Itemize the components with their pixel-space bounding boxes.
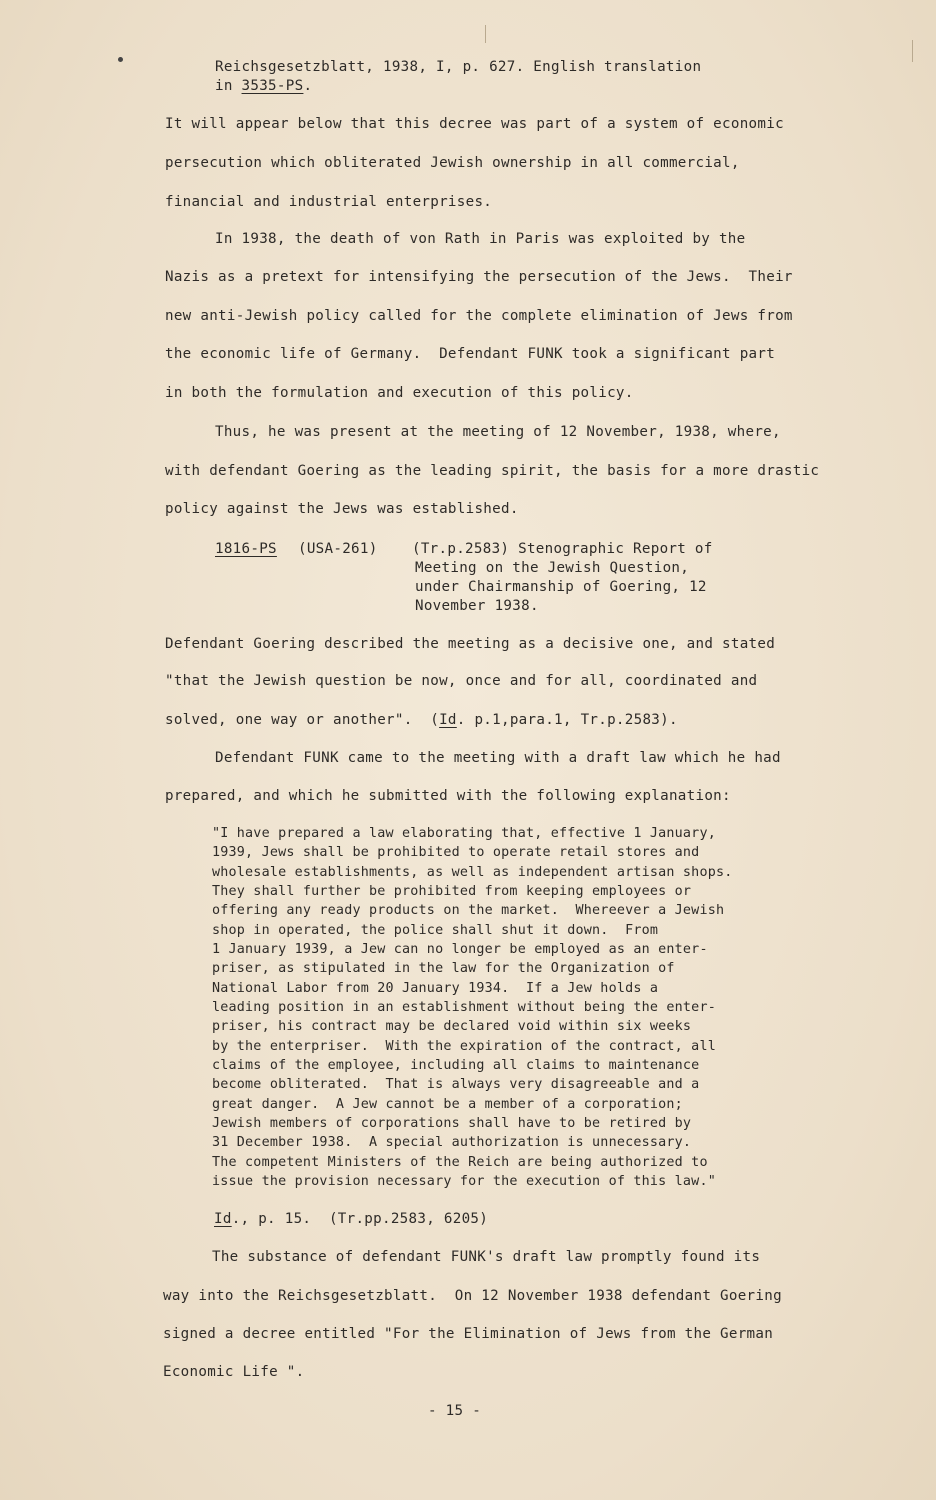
quote-line: priser, as stipulated in the law for the Organization of (212, 961, 675, 976)
body-line: In 1938, the death of von Rath in Paris was exploited by the (215, 231, 746, 247)
citation-ref: 3535-PS (241, 78, 304, 94)
quote-line: become obliterated. That is always very disagreeable and a (212, 1077, 700, 1092)
quote-line: Jewish members of corporations shall have to be retired by (212, 1116, 692, 1131)
citation-line: in 3535-PS. (215, 78, 313, 94)
body-line: It will appear below that this decree was part of a system of economic (165, 116, 784, 132)
quote-line: National Labor from 20 January 1934. If a Jew holds a (212, 981, 659, 996)
body-line: policy against the Jews was established. (165, 501, 519, 517)
body-line: Defendant FUNK came to the meeting with a draft law which he had (215, 750, 781, 766)
quote-line: offering any ready products on the market. Whereever a Jewish (212, 903, 725, 918)
body-line: financial and industrial enterprises. (165, 194, 493, 210)
exhibit-line: under Chairmanship of Goering, 12 (415, 579, 707, 595)
quote-line: leading position in an establishment without being the enter- (212, 1000, 716, 1015)
quote-line: claims of the employee, including all claims to maintenance (212, 1058, 700, 1073)
quote-line: wholesale establishments, as well as independent artisan shops. (212, 865, 733, 880)
quote-line: by the enterpriser. With the expiration of the contract, all (212, 1039, 716, 1054)
exhibit-ref: 1816-PS (215, 541, 277, 557)
body-line: way into the Reichsgesetzblatt. On 12 November 1938 defendant Goering (163, 1288, 782, 1304)
body-line: the economic life of Germany. Defendant FUNK took a significant part (165, 346, 776, 362)
quote-line: "I have prepared a law elaborating that, effective 1 January, (212, 826, 716, 841)
body-line: solved, one way or another". (Id. p.1,para.1, Tr.p.2583). (165, 712, 678, 728)
body-line: "that the Jewish question be now, once and for all, coordinated and (165, 673, 758, 689)
margin-mark (912, 40, 913, 62)
exhibit-usa: (USA-261) (298, 541, 378, 557)
citation-line: Id., p. 15. (Tr.pp.2583, 6205) (214, 1211, 489, 1227)
quote-line: They shall further be prohibited from keeping employees or (212, 884, 692, 899)
quote-line: 31 December 1938. A special authorization is unnecessary. (212, 1135, 692, 1150)
body-line: with defendant Goering as the leading spirit, the basis for a more drastic (165, 463, 820, 479)
citation-line: Reichsgesetzblatt, 1938, I, p. 627. English translation (215, 59, 702, 75)
id-ref: Id (439, 712, 457, 728)
body-line: Defendant Goering described the meeting as a decisive one, and stated (165, 636, 776, 652)
margin-mark (485, 25, 486, 43)
body-line: Thus, he was present at the meeting of 12 November, 1938, where, (215, 424, 781, 440)
body-line: signed a decree entitled "For the Elimination of Jews from the German (163, 1326, 774, 1342)
body-line: prepared, and which he submitted with the following explanation: (165, 788, 731, 804)
quote-line: issue the provision necessary for the execution of this law." (212, 1174, 716, 1189)
quote-line: shop in operated, the police shall shut it down. From (212, 923, 659, 938)
quote-line: priser, his contract may be declared void within six weeks (212, 1019, 692, 1034)
margin-dot (118, 57, 123, 62)
body-line: The substance of defendant FUNK's draft law promptly found its (212, 1249, 761, 1265)
body-line: Nazis as a pretext for intensifying the persecution of the Jews. Their (165, 269, 793, 285)
id-ref: Id (214, 1211, 232, 1227)
exhibit-line: November 1938. (415, 598, 539, 614)
body-line: new anti-Jewish policy called for the complete elimination of Jews from (165, 308, 793, 324)
exhibit-line: Meeting on the Jewish Question, (415, 560, 690, 576)
body-line: in both the formulation and execution of this policy. (165, 385, 634, 401)
page-number: - 15 - (428, 1403, 482, 1419)
quote-line: great danger. A Jew cannot be a member of a corporation; (212, 1097, 683, 1112)
exhibit-line: (Tr.p.2583) Stenographic Report of (412, 541, 713, 557)
quote-line: 1 January 1939, a Jew can no longer be employed as an enter- (212, 942, 708, 957)
quote-line: The competent Ministers of the Reich are being authorized to (212, 1155, 708, 1170)
body-line: Economic Life ". (163, 1364, 305, 1380)
body-line: persecution which obliterated Jewish ownership in all commercial, (165, 155, 740, 171)
quote-line: 1939, Jews shall be prohibited to operate retail stores and (212, 845, 700, 860)
